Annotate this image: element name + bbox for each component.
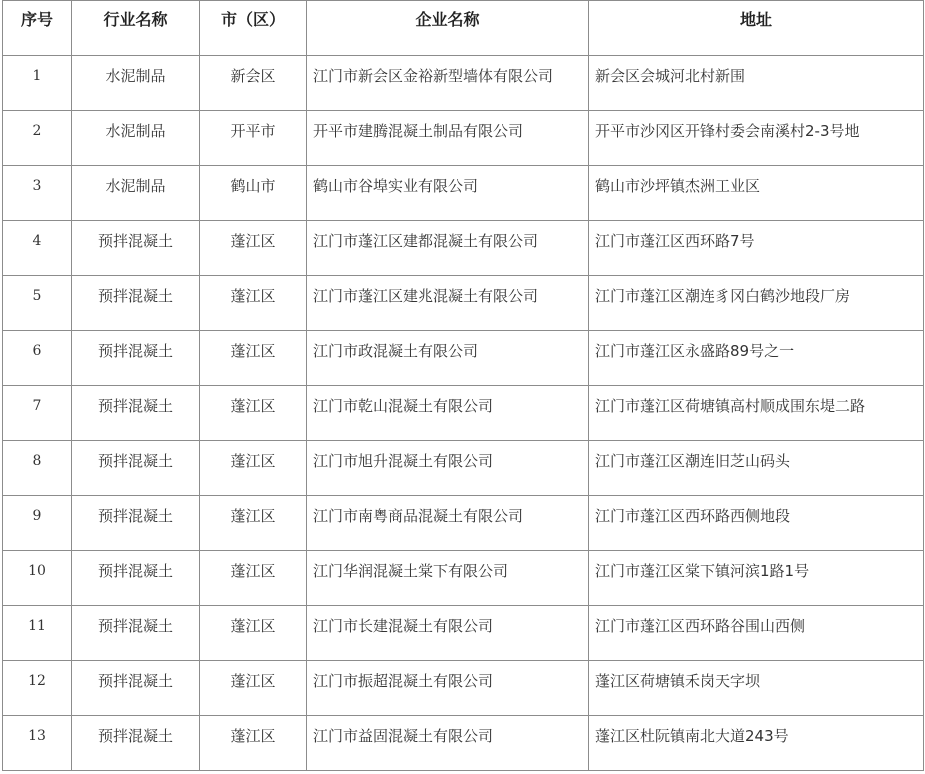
cell-address: 江门市蓬江区潮连豸冈白鹤沙地段厂房 [589, 276, 924, 331]
cell-industry: 预拌混凝土 [72, 276, 200, 331]
enterprise-table [2, 0, 924, 771]
cell-company: 江门市长建混凝土有限公司 [307, 606, 589, 661]
cell-city-district: 蓬江区 [200, 551, 307, 606]
cell-city-district: 蓬江区 [200, 331, 307, 386]
cell-city-district: 蓬江区 [200, 496, 307, 551]
cell-address: 江门市蓬江区西环路谷围山西侧 [589, 606, 924, 661]
cell-company: 江门市南粤商品混凝土有限公司 [307, 496, 589, 551]
cell-index: 5 [3, 276, 72, 331]
cell-index: 6 [3, 331, 72, 386]
cell-industry: 预拌混凝土 [72, 441, 200, 496]
cell-company: 鹤山市谷埠实业有限公司 [307, 166, 589, 221]
cell-company: 江门市乾山混凝土有限公司 [307, 386, 589, 441]
cell-address: 蓬江区杜阮镇南北大道243号 [589, 716, 924, 771]
cell-industry: 预拌混凝土 [72, 716, 200, 771]
cell-industry: 预拌混凝土 [72, 496, 200, 551]
cell-index: 11 [3, 606, 72, 661]
cell-index: 4 [3, 221, 72, 276]
cell-address: 开平市沙冈区开锋村委会南溪村2-3号地 [589, 111, 924, 166]
table-row [3, 276, 924, 331]
table-row [3, 111, 924, 166]
cell-industry: 水泥制品 [72, 56, 200, 111]
cell-industry: 预拌混凝土 [72, 221, 200, 276]
cell-address: 江门市蓬江区棠下镇河滨1路1号 [589, 551, 924, 606]
table-row [3, 496, 924, 551]
cell-city-district: 蓬江区 [200, 221, 307, 276]
cell-address: 新会区会城河北村新围 [589, 56, 924, 111]
table-header-row [3, 1, 924, 56]
cell-address: 鹤山市沙坪镇杰洲工业区 [589, 166, 924, 221]
table-row [3, 441, 924, 496]
cell-company: 江门市政混凝土有限公司 [307, 331, 589, 386]
cell-company: 江门市益固混凝土有限公司 [307, 716, 589, 771]
cell-index: 8 [3, 441, 72, 496]
cell-industry: 预拌混凝土 [72, 551, 200, 606]
header-address: 地址 [589, 1, 924, 56]
cell-index: 2 [3, 111, 72, 166]
cell-industry: 预拌混凝土 [72, 331, 200, 386]
table-row [3, 606, 924, 661]
cell-index: 9 [3, 496, 72, 551]
table-row [3, 386, 924, 441]
cell-city-district: 新会区 [200, 56, 307, 111]
cell-index: 12 [3, 661, 72, 716]
cell-company: 江门市蓬江区建兆混凝土有限公司 [307, 276, 589, 331]
cell-city-district: 开平市 [200, 111, 307, 166]
cell-index: 13 [3, 716, 72, 771]
cell-city-district: 蓬江区 [200, 441, 307, 496]
cell-industry: 预拌混凝土 [72, 386, 200, 441]
cell-address: 江门市蓬江区潮连旧芝山码头 [589, 441, 924, 496]
cell-city-district: 蓬江区 [200, 661, 307, 716]
cell-industry: 预拌混凝土 [72, 606, 200, 661]
cell-address: 江门市蓬江区西环路7号 [589, 221, 924, 276]
header-company: 企业名称 [307, 1, 589, 56]
cell-company: 江门市振超混凝土有限公司 [307, 661, 589, 716]
cell-company: 江门市蓬江区建都混凝土有限公司 [307, 221, 589, 276]
cell-index: 7 [3, 386, 72, 441]
cell-index: 10 [3, 551, 72, 606]
header-index: 序号 [3, 1, 72, 56]
cell-company: 江门市旭升混凝土有限公司 [307, 441, 589, 496]
table-row [3, 551, 924, 606]
table-row [3, 331, 924, 386]
table-row [3, 221, 924, 276]
cell-address: 蓬江区荷塘镇禾岗天字坝 [589, 661, 924, 716]
cell-address: 江门市蓬江区荷塘镇高村顺成围东堤二路 [589, 386, 924, 441]
cell-company: 开平市建腾混凝土制品有限公司 [307, 111, 589, 166]
table-row [3, 56, 924, 111]
cell-city-district: 鹤山市 [200, 166, 307, 221]
cell-index: 1 [3, 56, 72, 111]
cell-industry: 水泥制品 [72, 166, 200, 221]
cell-city-district: 蓬江区 [200, 386, 307, 441]
table-row [3, 166, 924, 221]
cell-company: 江门市新会区金裕新型墙体有限公司 [307, 56, 589, 111]
table-row [3, 716, 924, 771]
table-row [3, 661, 924, 716]
cell-company: 江门华润混凝土棠下有限公司 [307, 551, 589, 606]
cell-industry: 预拌混凝土 [72, 661, 200, 716]
cell-city-district: 蓬江区 [200, 716, 307, 771]
cell-city-district: 蓬江区 [200, 276, 307, 331]
cell-address: 江门市蓬江区西环路西侧地段 [589, 496, 924, 551]
cell-address: 江门市蓬江区永盛路89号之一 [589, 331, 924, 386]
cell-index: 3 [3, 166, 72, 221]
header-industry: 行业名称 [72, 1, 200, 56]
cell-city-district: 蓬江区 [200, 606, 307, 661]
cell-industry: 水泥制品 [72, 111, 200, 166]
header-city-district: 市（区） [200, 1, 307, 56]
